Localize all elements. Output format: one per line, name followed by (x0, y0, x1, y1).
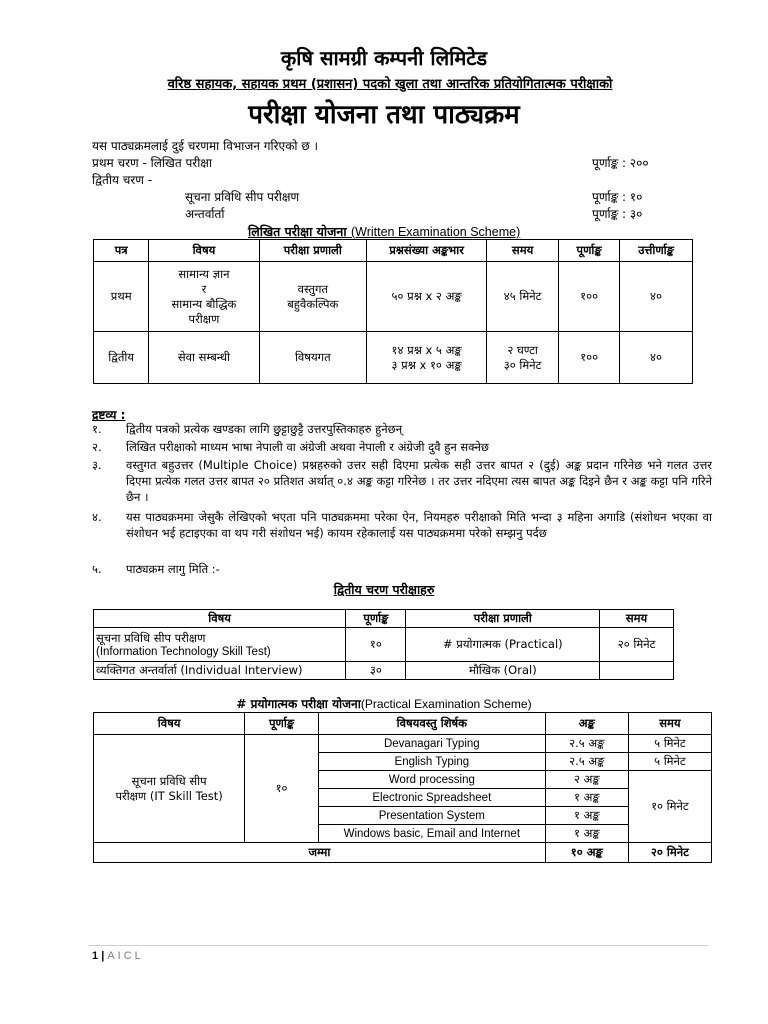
table-row (94, 735, 712, 753)
system-cell: मौखिक (Oral) (406, 662, 600, 680)
note-item (92, 457, 712, 507)
footer-org: AICL (107, 950, 144, 962)
system-cell: विषयगत (259, 332, 367, 384)
topic-cell: English Typing (318, 753, 545, 771)
page-number: 1 (92, 950, 99, 962)
full-marks-cell: १०० (559, 262, 620, 332)
note-number: ५. (92, 562, 102, 576)
col-header: अङ्क (545, 713, 628, 735)
marks-cell: १ अङ्क (545, 789, 628, 807)
stage2-label: द्वितीय चरण - (92, 173, 153, 187)
col-header: पत्र (94, 240, 149, 262)
note-text: वस्तुगत बहुउत्तर (Multiple Choice) प्रश्नहरुको उत्तर सही दिएमा प्रत्येक सही उत्तर बापत २ (दुई) अङ्क प्रदान गरिनेछ भने गलत उत्तर दिएमा प्रत्येक गलत उत्तर बापत २० प्रतिशत अर्थात् ०.४ अङ्क कट्टा गरिनेछ । तर उत्तर नदिएमा त्यस बापत अङ्क दिइने छैन र अङ्क कट्टा पनि गरिने छैन । (126, 458, 712, 504)
col-header: विषयवस्तु शिर्षक (318, 713, 545, 735)
subject-cell: व्यक्तिगत अन्तर्वार्ता (Individual Interview) (94, 662, 346, 680)
subject-line: सामान्य ज्ञान (178, 266, 230, 281)
table-row (94, 332, 693, 384)
note-item (92, 421, 712, 437)
subject-line: र (201, 281, 207, 296)
written-caption-np: लिखित परीक्षा योजना (248, 224, 347, 239)
note-text: द्वितीय पत्रको प्रत्येक खण्डका लागि छुट्टाछुट्टै उत्तरपुस्तिकाहरु हुनेछन् (126, 422, 403, 436)
note-item (92, 561, 712, 577)
subject-cell (94, 628, 346, 662)
page-footer (92, 950, 144, 962)
practical-scheme-caption (0, 695, 768, 712)
second-stage-table (93, 609, 674, 680)
total-row (94, 843, 712, 863)
questions-line: ३ प्रश्न x १० अङ्क (391, 357, 462, 372)
system-cell: # प्रयोगात्मक (Practical) (406, 628, 600, 662)
col-header: परीक्षा प्रणाली (259, 240, 367, 262)
note-number: २. (92, 440, 102, 454)
topic-cell: Word processing (318, 771, 545, 789)
time-line: ३० मिनेट (503, 357, 542, 372)
subject-line: परीक्षण (188, 311, 220, 326)
merged-time-cell: १० मिनेट (628, 771, 711, 843)
total-label: जम्मा (94, 843, 546, 863)
col-header: पूर्णाङ्क (559, 240, 620, 262)
marks-cell: १ अङ्क (545, 825, 628, 843)
note-text: लिखित परीक्षाको माध्यम भाषा नेपाली वा अंग्रेजी अथवा नेपाली र अंग्रेजी दुवै हुन सक्नेछ (126, 440, 489, 454)
paper-cell: द्वितीय (94, 332, 149, 384)
second-stage-caption: द्वितीय चरण परीक्षाहरु (333, 582, 435, 597)
col-header: पूर्णाङ्क (245, 713, 319, 735)
subject-line: परीक्षण (IT Skill Test) (115, 788, 223, 803)
practical-caption-en: (Practical Examination Scheme) (360, 697, 532, 711)
marks-cell: २.५ अङ्क (545, 735, 628, 753)
subject-line: सामान्य बौद्धिक (171, 296, 237, 311)
exam-subtitle: वरिष्ठ सहायक, सहायक प्रथम (प्रशासन) पदको खुला तथा आन्तरिक प्रतियोगितात्मक परीक्षाको (167, 77, 613, 92)
full-marks-cell: १० (245, 735, 319, 843)
col-header: विषय (94, 610, 346, 628)
time-cell: ५ मिनेट (628, 753, 711, 771)
intro-line: यस पाठ्यक्रमलाई दुई चरणमा विभाजन गरिएको छ । (92, 139, 319, 153)
col-header: विषय (149, 240, 259, 262)
pass-marks-cell: ४० (620, 262, 693, 332)
time-cell (600, 662, 674, 680)
note-item (92, 439, 712, 455)
marks-cell: २.५ अङ्क (545, 753, 628, 771)
marks-cell: २ अङ्क (545, 771, 628, 789)
footer-divider (88, 945, 708, 946)
marks-cell: १० (346, 628, 406, 662)
note-number: १. (92, 422, 102, 436)
stage1-label: प्रथम चरण - लिखित परीक्षा (92, 156, 213, 170)
table-row (94, 662, 674, 680)
system-line: वस्तुगत (297, 281, 329, 296)
time-cell: ४५ मिनेट (487, 262, 559, 332)
it-test-label: सूचना प्रविधि सीप परीक्षण (185, 190, 300, 204)
footer-separator: | (101, 950, 105, 962)
questions-cell (367, 332, 487, 384)
topic-cell: Presentation System (318, 807, 545, 825)
col-header: परीक्षा प्रणाली (406, 610, 600, 628)
main-title: परीक्षा योजना तथा पाठ्यक्रम (248, 100, 520, 130)
note-text: पाठ्यक्रम लागु मिति :- (126, 562, 220, 576)
topic-cell: Windows basic, Email and Internet (318, 825, 545, 843)
col-header: विषय (94, 713, 245, 735)
marks-cell: १ अङ्क (545, 807, 628, 825)
table-header-row (94, 610, 674, 628)
marks-cell: ३० (346, 662, 406, 680)
table-row (94, 262, 693, 332)
time-cell (487, 332, 559, 384)
col-header: पूर्णाङ्क (346, 610, 406, 628)
pass-marks-cell: ४० (620, 332, 693, 384)
questions-line: १४ प्रश्न x ५ अङ्क (391, 342, 462, 357)
table-header-row (94, 713, 712, 735)
system-line: बहुवैकल्पिक (287, 296, 339, 311)
subject-np: सूचना प्रविधि सीप परीक्षण (96, 631, 206, 645)
paper-cell: प्रथम (94, 262, 149, 332)
col-header: समय (628, 713, 711, 735)
stage1-marks: पूर्णाङ्क : २०० (592, 156, 649, 170)
total-time: २० मिनेट (628, 843, 711, 863)
written-scheme-caption (248, 223, 520, 240)
total-marks: १० अङ्क (545, 843, 628, 863)
interview-marks: पूर्णाङ्क : ३० (592, 207, 643, 221)
system-cell (259, 262, 367, 332)
note-number: ४. (92, 510, 102, 524)
notes-title: द्रष्टव्य : (92, 408, 126, 422)
col-header: समय (487, 240, 559, 262)
table-row (94, 628, 674, 662)
subject-cell (94, 735, 245, 843)
col-header: प्रश्नसंख्या अङ्कभार (367, 240, 487, 262)
subject-line: सूचना प्रविधि सीप (131, 773, 207, 788)
subject-en: (Information Technology Skill Test) (96, 646, 271, 658)
time-cell: ५ मिनेट (628, 735, 711, 753)
practical-scheme-table (93, 712, 712, 863)
full-marks-cell: १०० (559, 332, 620, 384)
written-caption-en: (Written Examination Scheme) (350, 225, 521, 239)
written-scheme-table (93, 239, 693, 384)
note-item (92, 509, 712, 559)
col-header: उत्तीर्णाङ्क (620, 240, 693, 262)
subject-cell: सेवा सम्बन्धी (149, 332, 259, 384)
topic-cell: Devanagari Typing (318, 735, 545, 753)
topic-cell: Electronic Spreadsheet (318, 789, 545, 807)
it-test-marks: पूर्णाङ्क : १० (592, 190, 643, 204)
questions-cell: ५० प्रश्न x २ अङ्क (367, 262, 487, 332)
col-header: समय (600, 610, 674, 628)
practical-caption-np: # प्रयोगात्मक परीक्षा योजना (236, 697, 361, 711)
company-name: कृषि सामग्री कम्पनी लिमिटेड (280, 46, 488, 70)
subject-cell (149, 262, 259, 332)
time-line: २ घण्टा (507, 342, 538, 357)
table-header-row (94, 240, 693, 262)
time-cell: २० मिनेट (600, 628, 674, 662)
interview-label: अन्तर्वार्ता (185, 207, 225, 221)
note-text: यस पाठ्यक्रममा जेसुकै लेखिएको भएता पनि पाठ्यक्रममा परेका ऐन, नियमहरु परीक्षाको मिति भन्दा ३ महिना अगाडि (संशोधन भएका वा संशोधन भई हटाइएका वा थप गरी संशोधन भई) कायम रहेकालाई यस पाठ्यक्रममा परेको सम्झनु पर्दछ (126, 510, 712, 540)
note-number: ३. (92, 458, 102, 472)
